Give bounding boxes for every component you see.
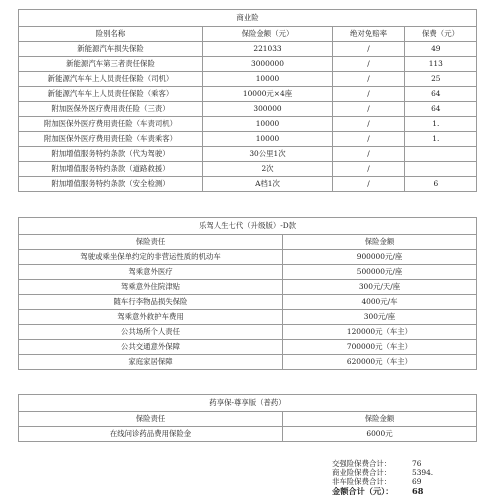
premium-cell: 6: [405, 177, 477, 192]
cell: 4000元/车: [283, 295, 477, 310]
commercial-title: 商业险: [19, 10, 477, 27]
premium-cell: [405, 147, 477, 162]
total-row: [332, 468, 482, 477]
table-row: [19, 265, 477, 280]
yaoxiang-table: [18, 394, 477, 442]
header-cell: 保险金额: [283, 412, 477, 427]
table-row: [19, 280, 477, 295]
table-header: [19, 412, 477, 427]
cell: 附加增值服务特约条款（道路救援）: [19, 162, 203, 177]
cell: 300000: [203, 102, 333, 117]
cell: 6000元: [283, 427, 477, 442]
cell: 900000元/座: [283, 250, 477, 265]
cell: 驾乘意外医疗: [19, 265, 283, 280]
cell: 附加医保外医疗费用责任险（车责司机）: [19, 117, 203, 132]
redacted-mark: [441, 104, 450, 113]
cell: 700000元（车主）: [283, 340, 477, 355]
redacted-mark: [421, 459, 430, 468]
total-value: 69: [412, 477, 472, 486]
cell: 10000: [203, 72, 333, 87]
table-row: [19, 102, 477, 117]
table-row: [19, 427, 477, 442]
header-cell: 险别名称: [19, 27, 203, 42]
cell: 10000元×4座: [203, 87, 333, 102]
total-label: 商业险保费合计：: [332, 468, 392, 477]
table-row: [19, 87, 477, 102]
header-cell: 保险金额（元）: [203, 27, 333, 42]
cell: 620000元（车主）: [283, 355, 477, 370]
cell: /: [333, 42, 405, 57]
yaoxiang-title: 药享保-尊享版（普药）: [19, 395, 477, 412]
cell: /: [333, 57, 405, 72]
premium-cell: 25: [405, 72, 477, 87]
cell: 新能源汽车第三者责任保险: [19, 57, 203, 72]
cell: 附加医保外医疗费用责任险（车责乘客）: [19, 132, 203, 147]
premium-cell: 64: [405, 102, 477, 117]
header-cell: 保险责任: [19, 235, 283, 250]
redacted-mark: [423, 486, 434, 497]
cell: 500000元/座: [283, 265, 477, 280]
premium-cell: 1.: [405, 117, 477, 132]
cell: 300元/座: [283, 310, 477, 325]
redacted-mark: [443, 59, 452, 68]
cell: 300元/天/座: [283, 280, 477, 295]
cell: 公共场所个人责任: [19, 325, 283, 340]
redacted-mark: [433, 468, 442, 477]
table-row: [19, 117, 477, 132]
redacted-mark: [421, 477, 430, 486]
redacted-mark: [436, 164, 445, 173]
premium-cell: 113: [405, 57, 477, 72]
cell: /: [333, 132, 405, 147]
header-cell: 保险金额: [283, 235, 477, 250]
cell: 2次: [203, 162, 333, 177]
lejia-title: 乐驾人生七代（升级版）-D款: [19, 218, 477, 235]
header-cell: 保费（元）: [405, 27, 477, 42]
cell: 221033: [203, 42, 333, 57]
table-row: [19, 162, 477, 177]
table-row: [19, 325, 477, 340]
table-row: [19, 42, 477, 57]
total-label: 交强险保费合计：: [332, 459, 392, 468]
table-header: [19, 27, 477, 42]
cell: /: [333, 72, 405, 87]
cell: /: [333, 117, 405, 132]
redacted-mark: [441, 89, 450, 98]
grand-total-value: 68: [412, 486, 472, 497]
cell: /: [333, 162, 405, 177]
total-value: 5394.: [412, 468, 472, 477]
cell: 家庭家居保障: [19, 355, 283, 370]
cell: 10000: [203, 117, 333, 132]
table-row: [19, 355, 477, 370]
header-cell: 保险责任: [19, 412, 283, 427]
cell: 新能源汽车损失保险: [19, 42, 203, 57]
lejia-table: [18, 217, 477, 370]
premium-cell: 49: [405, 42, 477, 57]
redacted-mark: [441, 44, 450, 53]
table-row: [19, 295, 477, 310]
redacted-mark: [439, 134, 448, 143]
cell: /: [333, 87, 405, 102]
table-row: [19, 132, 477, 147]
cell: 公共交通意外保障: [19, 340, 283, 355]
cell: 30公里1次: [203, 147, 333, 162]
header-cell: 绝对免赔率: [333, 27, 405, 42]
premium-totals: [332, 459, 482, 497]
cell: 在线问诊药品费用保险金: [19, 427, 283, 442]
cell: /: [333, 147, 405, 162]
total-label: 非车险保费合计：: [332, 477, 392, 486]
total-row: [332, 477, 482, 486]
redacted-mark: [439, 119, 448, 128]
table-row: [19, 340, 477, 355]
table-row: [19, 72, 477, 87]
cell: 附加增值服务特约条款（安全检测）: [19, 177, 203, 192]
cell: 附加增值服务特约条款（代为驾驶）: [19, 147, 203, 162]
cell: 驾乘意外救护车费用: [19, 310, 283, 325]
table-header: [19, 235, 477, 250]
cell: 附加医保外医疗费用责任险（三责）: [19, 102, 203, 117]
premium-cell: 1.: [405, 132, 477, 147]
redacted-mark: [441, 74, 450, 83]
premium-cell: [405, 162, 477, 177]
cell: A档1次: [203, 177, 333, 192]
commercial-insurance-table: [18, 9, 477, 192]
cell: 新能源汽车车上人员责任保险（乘客）: [19, 87, 203, 102]
table-row: [19, 310, 477, 325]
total-row: [332, 459, 482, 468]
cell: 新能源汽车车上人员责任保险（司机）: [19, 72, 203, 87]
cell: /: [333, 102, 405, 117]
cell: 120000元（车主）: [283, 325, 477, 340]
cell: 驾乘意外住院津贴: [19, 280, 283, 295]
premium-cell: 64: [405, 87, 477, 102]
grand-total-row: [332, 486, 482, 497]
grand-total-label: 金额合计（元）：: [332, 486, 394, 496]
cell: 10000: [203, 132, 333, 147]
table-row: [19, 177, 477, 192]
cell: 随车行李物品损失保险: [19, 295, 283, 310]
table-row: [19, 250, 477, 265]
redacted-mark: [436, 149, 445, 158]
cell: /: [333, 177, 405, 192]
redacted-mark: [438, 179, 447, 188]
total-value: 76: [412, 459, 472, 468]
cell: 驾驶或乘坐保单约定的非营运性质的机动车: [19, 250, 283, 265]
table-row: [19, 57, 477, 72]
cell: 3000000: [203, 57, 333, 72]
table-row: [19, 147, 477, 162]
